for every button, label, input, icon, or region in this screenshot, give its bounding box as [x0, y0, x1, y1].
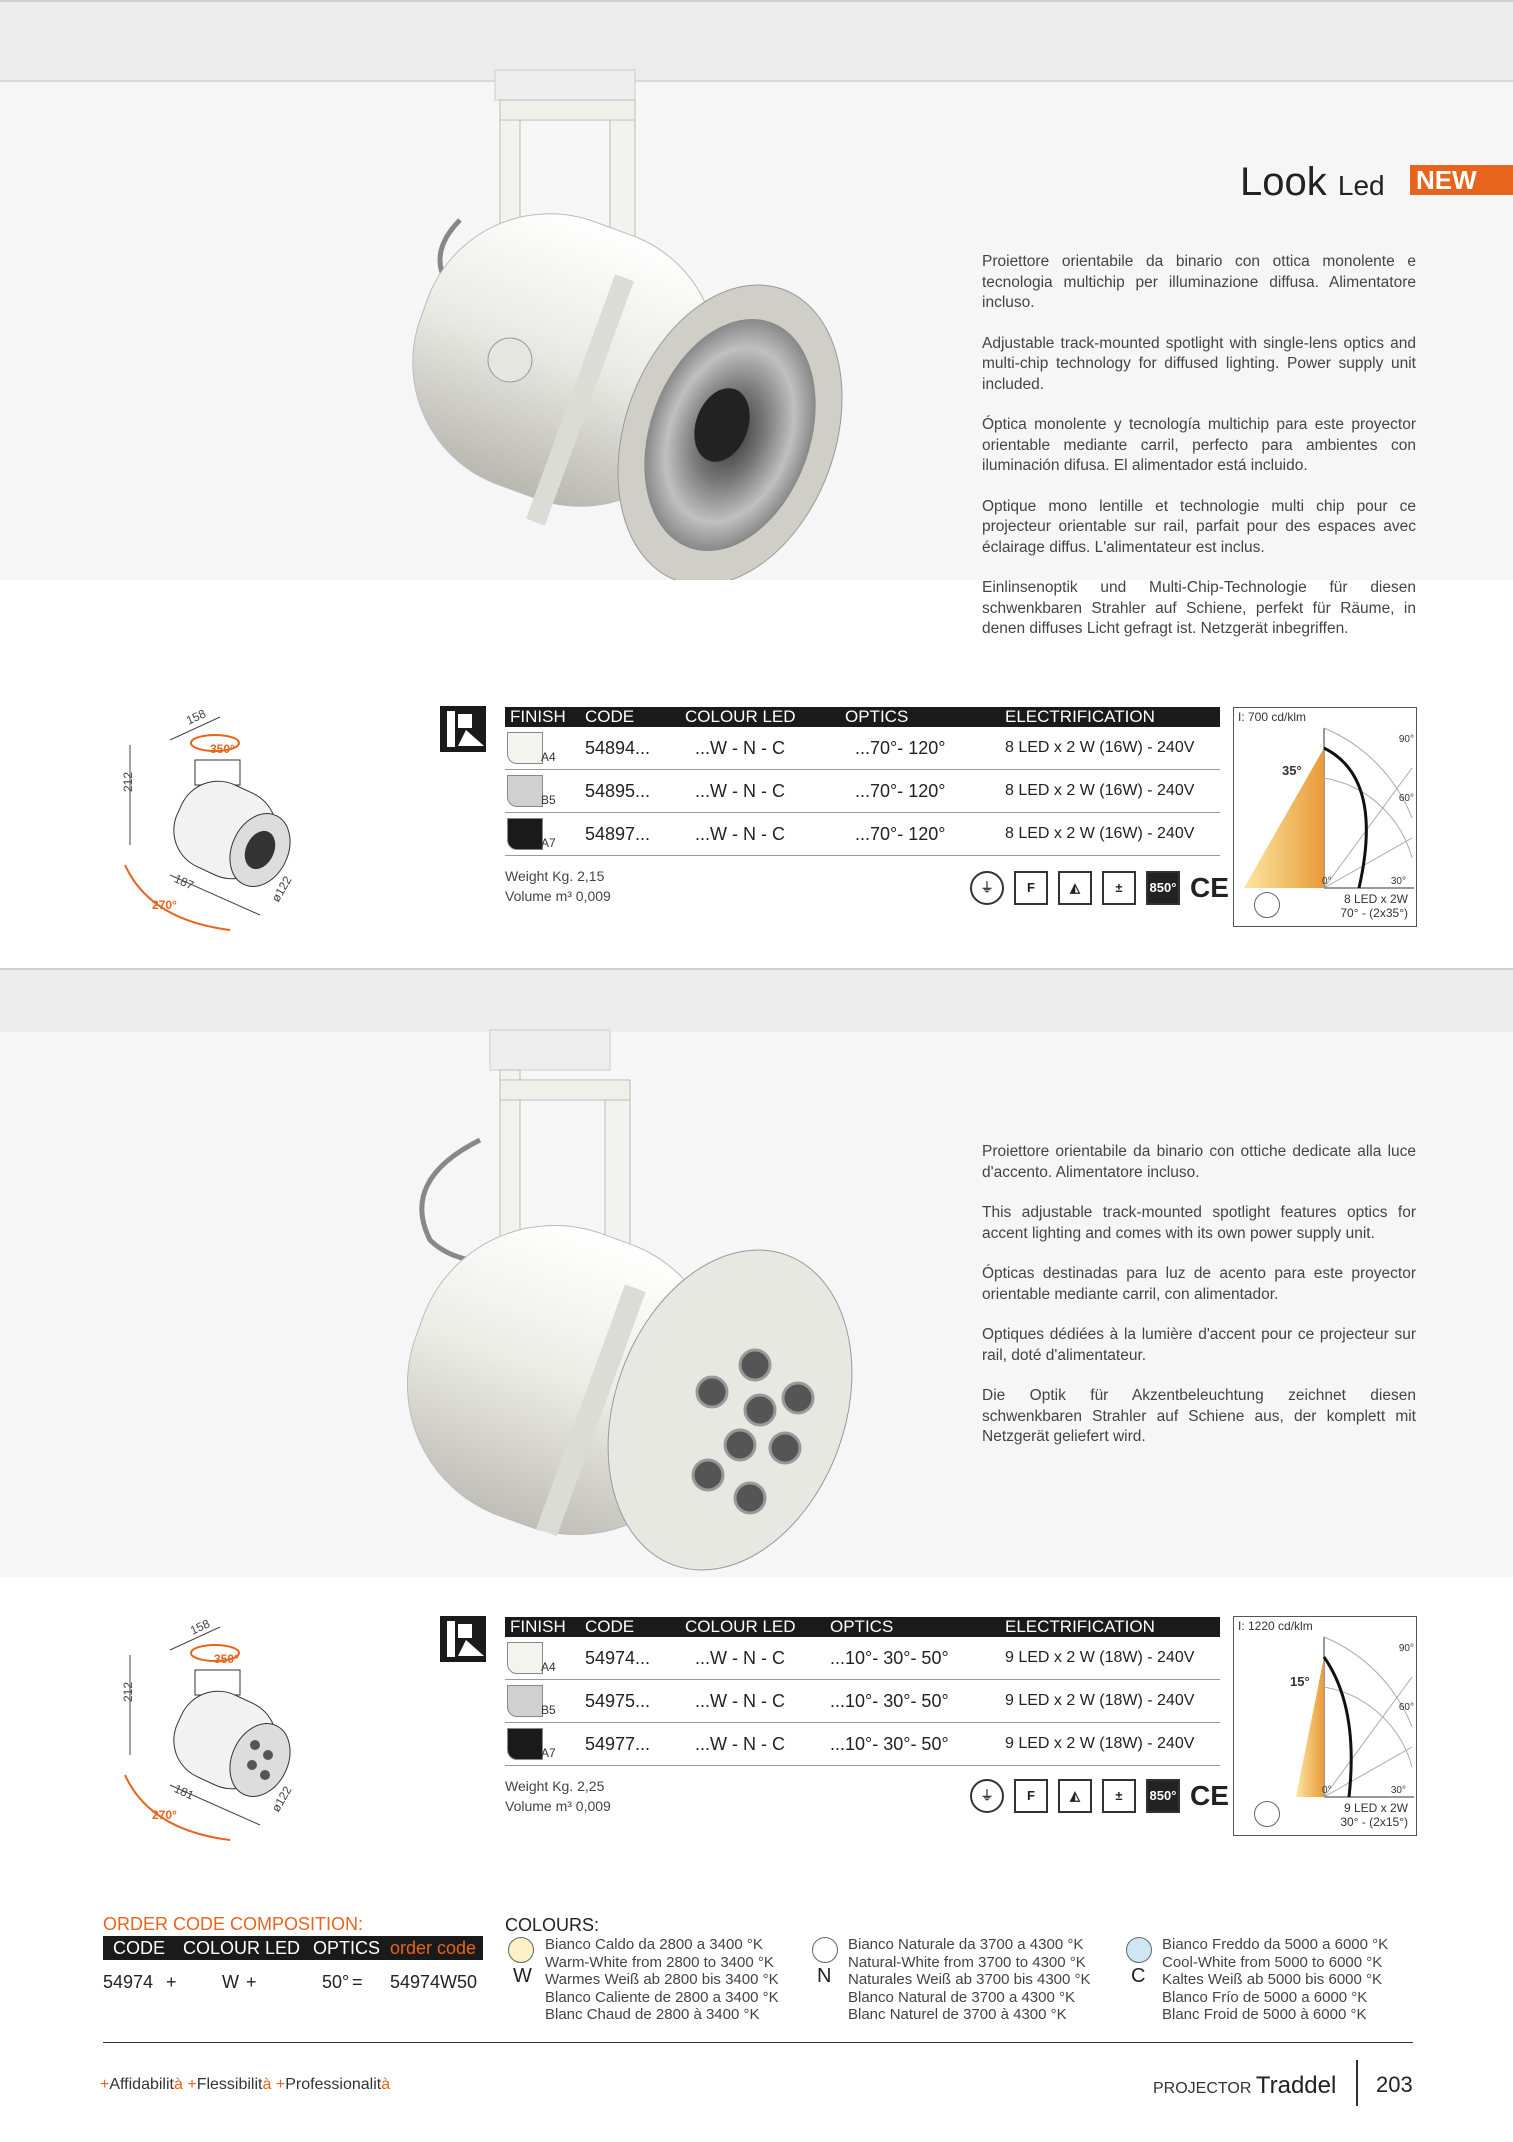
- order-example-result: 54974W50: [390, 1972, 478, 1992]
- polar-tick-90: 90°: [1398, 734, 1414, 745]
- col-finish: FINISH: [505, 707, 585, 727]
- colours-title: COLOURS:: [505, 1915, 600, 1935]
- colour-indicator-circle: [1254, 1801, 1280, 1827]
- finish-code: A7: [541, 835, 556, 850]
- optics-cell: ...70°- 120°: [845, 770, 1005, 813]
- cert-icons-2: [970, 1779, 1229, 1813]
- order-col-code: CODE: [113, 1938, 166, 1958]
- surface-mount-icon: ◭: [1058, 871, 1092, 905]
- electrification-cell: 8 LED x 2 W (16W) - 240V: [1005, 770, 1220, 813]
- natural-white-swatch: [812, 1937, 838, 1963]
- order-example-code: 54974: [103, 1972, 154, 1992]
- polar-tick-90: 90°: [1398, 1643, 1414, 1654]
- surface-mount-icon: ◭: [1058, 1779, 1092, 1813]
- finish-cell: [505, 1723, 585, 1766]
- colour-cell: ...W - N - C: [685, 1680, 830, 1723]
- footer-category: PROJECTOR: [1153, 2080, 1252, 2097]
- product-title: Look Led: [1240, 160, 1385, 204]
- polar-caption-1: 8 LED x 2W 70° - (2x35°): [1340, 892, 1408, 920]
- polar-caption-2: 9 LED x 2W 30° - (2x15°): [1340, 1801, 1408, 1829]
- col-optics: OPTICS: [845, 707, 1005, 727]
- colour-cell: ...W - N - C: [685, 813, 845, 856]
- finish-cell: [505, 1680, 585, 1723]
- polar-diagram-2: [1233, 1616, 1417, 1836]
- optics-cell: ...10°- 30°- 50°: [830, 1637, 1005, 1680]
- description-en-2: This adjustable track-mounted spotlight features optics for accent lighting and comes with its own power supply unit.: [982, 1204, 1416, 1242]
- direction-icon: ±: [1102, 871, 1136, 905]
- description-en: Adjustable track-mounted spotlight with single-lens optics and multi-chip technology for diffused lighting. Power supply unit included.: [982, 334, 1416, 393]
- ce-mark-icon: CE: [1190, 872, 1229, 903]
- description-it: Proiettore orientabile da binario con ottica monolente e tecnologia multichip per illuminazione diffusa. Alimentatore incluso.: [982, 253, 1416, 311]
- page-number: 203: [1376, 2072, 1413, 2097]
- description-es-2: Ópticas destinadas para luz de acento para este proyector orientable mediante carril, con alimentador.: [982, 1265, 1416, 1303]
- description-de-2: Die Optik für Akzentbeleuchtung zeichnet diesen schwenkbaren Strahler auf Schiene aus, der komplett mit Netzgerät geliefert wird.: [982, 1387, 1416, 1445]
- order-code-header: [103, 1936, 483, 1960]
- footer-divider: [103, 2042, 1413, 2043]
- order-plus-1: +: [166, 1972, 177, 1992]
- colour-cell: ...W - N - C: [685, 770, 845, 813]
- product-photo-accent: [390, 1020, 910, 1580]
- rotation-350-1: 350°: [210, 742, 235, 756]
- colour-cell: ...W - N - C: [685, 1637, 830, 1680]
- weight-info-1: [505, 866, 611, 906]
- col-colour-led: COLOUR LED: [685, 707, 845, 727]
- electrification-cell: 8 LED x 2 W (16W) - 240V: [1005, 813, 1220, 856]
- colour-indicator-circle: [1254, 892, 1280, 918]
- optics-cell: ...10°- 30°- 50°: [830, 1723, 1005, 1766]
- finish-swatch: [507, 732, 543, 764]
- finish-cell: [505, 1637, 585, 1680]
- description-block-2: [982, 1142, 1416, 1468]
- order-code-title: ORDER CODE COMPOSITION:: [103, 1914, 364, 1934]
- colour-cell: ...W - N - C: [685, 727, 845, 770]
- code-cell: 54974...: [585, 1637, 685, 1680]
- colour-cell: ...W - N - C: [685, 1723, 830, 1766]
- dim-diameter-2: ø122: [268, 1783, 295, 1815]
- dim-depth-1: 187: [171, 871, 197, 893]
- optics-cell: ...10°- 30°- 50°: [830, 1680, 1005, 1723]
- description-fr-2: Optiques dédiées à la lumière d'accent pour ce projecteur sur rail, doté d'alimentateur.: [982, 1326, 1416, 1364]
- temperature-850-icon: 850°: [1146, 871, 1180, 905]
- weight-text: Weight Kg. 2,25: [505, 1778, 605, 1794]
- cool-white-swatch: [1126, 1937, 1152, 1963]
- temperature-850-icon: 850°: [1146, 1779, 1180, 1813]
- col-optics: OPTICS: [830, 1617, 1005, 1637]
- polar-intensity: I: 1220 cd/klm: [1238, 1619, 1313, 1633]
- weight-text: Weight Kg. 2,15: [505, 868, 605, 884]
- electrification-cell: 9 LED x 2 W (18W) - 240V: [1005, 1637, 1220, 1680]
- polar-tick-0: 0°: [1322, 876, 1332, 887]
- finish-code: B5: [541, 1702, 556, 1717]
- polar-intensity: I: 700 cd/klm: [1238, 710, 1307, 724]
- volume-text: Volume m³ 0,009: [505, 888, 611, 904]
- finish-cell: [505, 727, 585, 770]
- code-cell: 54895...: [585, 770, 685, 813]
- description-de: Einlinsenoptik und Multi-Chip-Technologie für diesen schwenkbaren Strahler auf Schiene, perfekt für Räume, in denen diffuses Licht gefragt ist. Netzgerät inbegriffen.: [982, 579, 1416, 637]
- colour-desc-cool: Bianco Freddo da 5000 a 6000 °K Cool-White from 5000 to 6000 °K Kaltes Weiß ab 5000 bis 6000 °K Blanco Frío de 5000 a 6000 °K Blanc Froid de 5000 à 6000 °K: [1162, 1936, 1389, 2023]
- new-badge: NEW: [1410, 165, 1513, 195]
- finish-swatch: [507, 1728, 543, 1760]
- colour-letter-n: N: [817, 1965, 832, 1987]
- polar-tick-30: 30°: [1390, 1785, 1406, 1796]
- optics-cell: ...70°- 120°: [845, 813, 1005, 856]
- table-row: [505, 813, 1220, 856]
- order-example-optics: 50°: [322, 1972, 350, 1992]
- order-col-colour: COLOUR LED: [183, 1938, 301, 1958]
- finish-swatch: [507, 775, 543, 807]
- finish-cell: [505, 813, 585, 856]
- finish-swatch: [507, 818, 543, 850]
- table-row: [505, 1637, 1220, 1680]
- volume-text: Volume m³ 0,009: [505, 1798, 611, 1814]
- ground-icon: ⏚: [970, 1779, 1004, 1813]
- rotation-350-2: 350°: [214, 1652, 239, 1666]
- weight-info-2: [505, 1776, 611, 1816]
- polar-tick-0: 0°: [1322, 1785, 1332, 1796]
- product-photo-diffuse: [400, 60, 920, 580]
- table-row: [505, 770, 1220, 813]
- finish-code: A4: [541, 1659, 556, 1674]
- code-cell: 54975...: [585, 1680, 685, 1723]
- table-row: [505, 727, 1220, 770]
- footer-slogan: +Affidabilità +Flessibilità +Professionalità: [100, 2076, 391, 2093]
- description-fr: Optique mono lentille et technologie multi chip pour ce projecteur orientable sur rail, parfait pour des espaces avec éclairage diffus. L'alimentateur est inclus.: [982, 497, 1416, 556]
- dimension-drawing-1: [110, 705, 330, 935]
- finish-code: B5: [541, 792, 556, 807]
- polar-angle: 15°: [1290, 1674, 1310, 1689]
- dim-height-1: 212: [121, 771, 136, 793]
- code-cell: 54894...: [585, 727, 685, 770]
- f-mark-icon: F: [1014, 1779, 1048, 1813]
- polar-tick-60: 60°: [1398, 793, 1414, 804]
- colour-desc-natural: Bianco Naturale da 3700 a 4300 °K Natural-White from 3700 to 4300 °K Naturales Weiß ab 3700 bis 4300 °K Blanco Natural de 3700 a 4300 °K Blanc Naturel de 3700 à 4300 °K: [848, 1936, 1091, 2023]
- spec-table-1: [505, 707, 1220, 856]
- polar-tick-30: 30°: [1390, 876, 1406, 887]
- code-cell: 54977...: [585, 1723, 685, 1766]
- dim-diameter-1: ø122: [268, 873, 295, 905]
- order-plus-2: +: [246, 1972, 257, 1992]
- electrification-cell: 9 LED x 2 W (18W) - 240V: [1005, 1723, 1220, 1766]
- finish-cell: [505, 770, 585, 813]
- projector-category-icon: [440, 706, 486, 752]
- rotation-270-1: 270°: [152, 898, 177, 912]
- finish-swatch: [507, 1685, 543, 1717]
- col-colour-led: COLOUR LED: [685, 1617, 830, 1637]
- dim-width-1: 158: [183, 706, 209, 728]
- ground-icon: ⏚: [970, 871, 1004, 905]
- polar-diagram-1: [1233, 707, 1417, 927]
- order-col-result: order code: [390, 1938, 477, 1958]
- rotation-270-2: 270°: [152, 1808, 177, 1822]
- order-col-optics: OPTICS: [313, 1938, 381, 1958]
- dim-height-2: 212: [121, 1681, 136, 1703]
- colour-letter-c: C: [1131, 1965, 1146, 1987]
- footer-section: [1153, 2072, 1336, 2100]
- projector-category-icon-2: [440, 1616, 486, 1662]
- footer-separator: [1356, 2060, 1358, 2106]
- footer-family: Traddel: [1255, 2072, 1337, 2099]
- description-it-2: Proiettore orientabile da binario con ottiche dedicate alla luce d'accento. Alimentatore incluso.: [982, 1143, 1416, 1181]
- electrification-cell: 9 LED x 2 W (18W) - 240V: [1005, 1680, 1220, 1723]
- colour-letter-w: W: [513, 1965, 532, 1987]
- direction-icon: ±: [1102, 1779, 1136, 1813]
- colour-desc-warm: Bianco Caldo da 2800 a 3400 °K Warm-White from 2800 to 3400 °K Warmes Weiß ab 2800 bis 3400 °K Blanco Caliente de 2800 a 3400 °K Blanc Chaud de 2800 à 3400 °K: [545, 1936, 779, 2023]
- warm-white-swatch: [508, 1937, 534, 1963]
- order-example-colour: W: [222, 1972, 239, 1992]
- code-cell: 54897...: [585, 813, 685, 856]
- cert-icons-1: [970, 871, 1229, 905]
- col-finish: FINISH: [505, 1617, 585, 1637]
- order-equals: =: [352, 1972, 363, 1992]
- dim-depth-2: 181: [171, 1781, 197, 1803]
- optics-cell: ...70°- 120°: [845, 727, 1005, 770]
- finish-code: A4: [541, 749, 556, 764]
- col-code: CODE: [585, 1617, 685, 1637]
- finish-swatch: [507, 1642, 543, 1674]
- polar-tick-60: 60°: [1398, 1702, 1414, 1713]
- polar-angle: 35°: [1282, 763, 1302, 778]
- ce-mark-icon: CE: [1190, 1780, 1229, 1811]
- f-mark-icon: F: [1014, 871, 1048, 905]
- spec-table-2: [505, 1617, 1220, 1766]
- dimension-drawing-2: [110, 1615, 330, 1845]
- col-code: CODE: [585, 707, 685, 727]
- description-es: Óptica monolente y tecnología multichip para este proyector orientable mediante carril, perfecto para ambientes con iluminación difusa. El alimentador está incluido.: [982, 416, 1416, 474]
- col-electrification: ELECTRIFICATION: [1005, 707, 1220, 727]
- table-row: [505, 1723, 1220, 1766]
- description-block-1: [982, 252, 1416, 660]
- col-electrification: ELECTRIFICATION: [1005, 1617, 1220, 1637]
- electrification-cell: 8 LED x 2 W (16W) - 240V: [1005, 727, 1220, 770]
- table-row: [505, 1680, 1220, 1723]
- dim-width-2: 158: [187, 1616, 213, 1638]
- finish-code: A7: [541, 1745, 556, 1760]
